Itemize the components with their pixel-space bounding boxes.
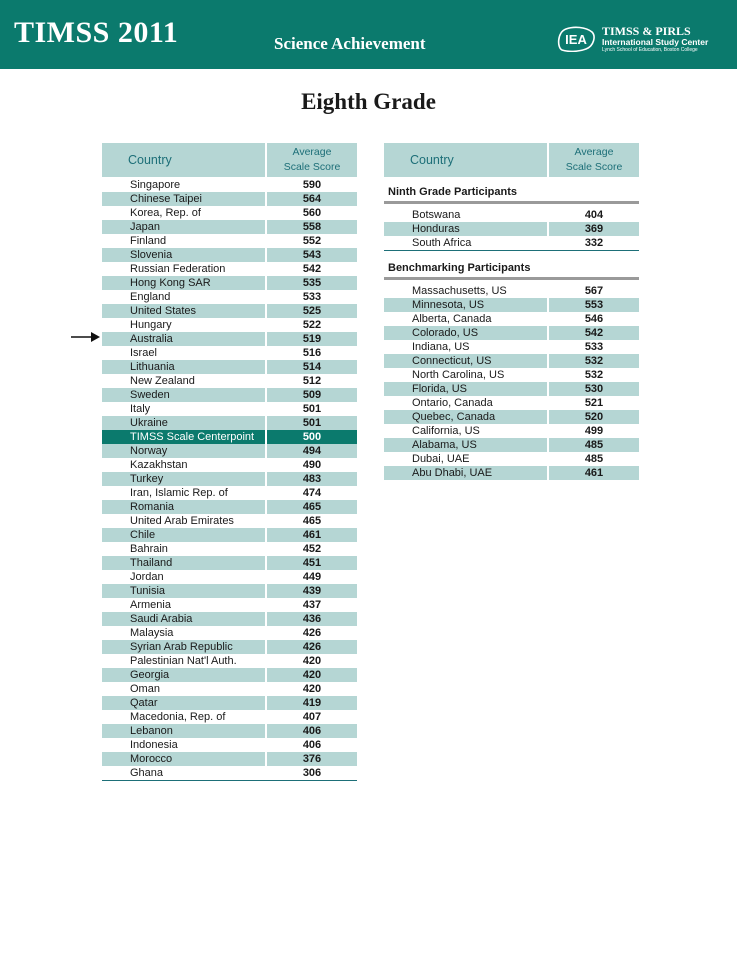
average-score: 500 — [267, 430, 357, 444]
table-row — [102, 514, 357, 528]
country-name: Finland — [130, 235, 167, 247]
country-name: Qatar — [102, 696, 265, 710]
table-row — [102, 234, 357, 248]
table-body — [102, 178, 357, 780]
average-score: 512 — [302, 375, 322, 387]
country-name: Palestinian Nat'l Auth. — [130, 655, 237, 667]
average-score: 420 — [302, 683, 322, 695]
report-subtitle: Science Achievement — [274, 34, 426, 53]
country-name: Ukraine — [102, 416, 265, 430]
average-score: 522 — [302, 319, 322, 331]
table-row — [384, 424, 639, 438]
average-score: 306 — [302, 767, 322, 779]
country-name: Bahrain — [130, 543, 168, 555]
country-name: Israel — [130, 347, 157, 359]
average-score: 542 — [549, 326, 639, 340]
country-name: Sweden — [102, 388, 265, 402]
average-score: 530 — [549, 382, 639, 396]
country-name: Kazakhstan — [130, 459, 188, 471]
table-row — [102, 570, 357, 584]
table-row — [102, 668, 357, 682]
table-row — [384, 236, 639, 250]
table-row — [102, 388, 357, 402]
country-name: Italy — [130, 403, 151, 415]
average-score: 451 — [267, 556, 357, 570]
average-score: 369 — [549, 222, 639, 236]
country-name: Morocco — [102, 752, 265, 766]
table-row — [102, 276, 357, 290]
column-header-country: Country — [384, 143, 547, 177]
table-row — [102, 360, 357, 374]
average-score: 465 — [302, 515, 322, 527]
country-name: United States — [102, 304, 265, 318]
average-score: 532 — [549, 354, 639, 368]
logo-mark: IEA — [565, 32, 587, 47]
average-score: 533 — [302, 291, 322, 303]
table-row — [102, 542, 357, 556]
country-name: Dubai, UAE — [412, 453, 470, 465]
table-row — [102, 696, 357, 710]
country-score-table — [102, 143, 357, 781]
centerpoint-row — [102, 430, 357, 444]
country-name: Norway — [102, 444, 265, 458]
table-row — [102, 220, 357, 234]
country-name: Korea, Rep. of — [130, 207, 201, 219]
table-row — [102, 710, 357, 724]
table-row — [384, 222, 639, 236]
average-score: 465 — [267, 500, 357, 514]
table-row — [102, 248, 357, 262]
country-name: Honduras — [384, 222, 547, 236]
table-row — [102, 178, 357, 192]
average-score: 516 — [302, 347, 322, 359]
table-row — [102, 500, 357, 514]
table-row — [102, 192, 357, 206]
table-row — [102, 682, 357, 696]
country-name: Hungary — [130, 319, 172, 331]
table-row — [102, 304, 357, 318]
section-heading: Benchmarking Participants — [388, 262, 531, 274]
table-row — [102, 752, 357, 766]
country-name: Macedonia, Rep. of — [130, 711, 226, 723]
country-name: Abu Dhabi, UAE — [384, 466, 547, 480]
country-name: California, US — [412, 425, 480, 437]
average-score: 567 — [584, 285, 604, 297]
average-score: 439 — [267, 584, 357, 598]
country-name: Florida, US — [384, 382, 547, 396]
country-name: Japan — [102, 220, 265, 234]
country-name: TIMSS Scale Centerpoint — [102, 430, 265, 444]
table-row — [102, 290, 357, 304]
country-name: Chile — [102, 528, 265, 542]
table-row — [384, 354, 639, 368]
country-name: Iran, Islamic Rep. of — [130, 487, 228, 499]
average-score: 406 — [302, 739, 322, 751]
average-score: 499 — [584, 425, 604, 437]
country-name: United Arab Emirates — [130, 515, 234, 527]
table-row — [102, 472, 357, 486]
table-row — [102, 318, 357, 332]
country-name: Oman — [130, 683, 160, 695]
table-row — [102, 374, 357, 388]
right-arrow-icon — [71, 331, 101, 343]
average-score: 419 — [267, 696, 357, 710]
average-score: 590 — [302, 179, 322, 191]
table-row — [102, 458, 357, 472]
country-name: Indonesia — [130, 739, 178, 751]
average-score: 406 — [267, 724, 357, 738]
table-row — [384, 396, 639, 410]
header-banner — [0, 0, 737, 69]
average-score: 521 — [584, 397, 604, 409]
country-name: Singapore — [130, 179, 181, 191]
country-name: Connecticut, US — [384, 354, 547, 368]
average-score: 404 — [584, 209, 604, 221]
average-score: 485 — [584, 453, 604, 465]
country-name: New Zealand — [130, 375, 195, 387]
country-name: Jordan — [130, 571, 164, 583]
table-row — [102, 612, 357, 626]
country-name: Quebec, Canada — [384, 410, 547, 424]
country-name: Botswana — [412, 209, 461, 221]
average-score: 543 — [267, 248, 357, 262]
table-row — [102, 332, 357, 346]
table-row — [384, 284, 639, 298]
table-row — [102, 598, 357, 612]
average-score: 533 — [584, 341, 604, 353]
average-score: 553 — [549, 298, 639, 312]
country-name: Russian Federation — [130, 263, 226, 275]
table-row — [102, 486, 357, 500]
average-score: 426 — [302, 627, 322, 639]
average-score: 420 — [267, 668, 357, 682]
country-name: Thailand — [102, 556, 265, 570]
average-score: 490 — [302, 459, 322, 471]
average-score: 461 — [549, 466, 639, 480]
average-score: 332 — [584, 237, 604, 249]
report-title: TIMSS 2011 — [14, 16, 179, 49]
average-score: 535 — [267, 276, 357, 290]
logo-line-2: International Study Center — [602, 37, 709, 47]
table-row — [102, 766, 357, 780]
column-header-country: Country — [102, 143, 265, 177]
table-row — [384, 340, 639, 354]
country-name: Alberta, Canada — [412, 313, 492, 325]
table-row — [384, 410, 639, 424]
average-score: 514 — [267, 360, 357, 374]
country-name: Massachusetts, US — [412, 285, 507, 297]
table-row — [102, 528, 357, 542]
average-score: 560 — [302, 207, 322, 219]
average-score: 449 — [302, 571, 322, 583]
average-score: 501 — [267, 416, 357, 430]
column-header-score-line-1: Average — [574, 146, 614, 158]
country-name: North Carolina, US — [412, 369, 505, 381]
average-score: 525 — [267, 304, 357, 318]
average-score: 461 — [267, 528, 357, 542]
table-row — [102, 654, 357, 668]
column-header-score-line-1: Average — [292, 146, 332, 158]
country-name: Slovenia — [102, 248, 265, 262]
country-name: Malaysia — [130, 627, 174, 639]
table-row — [102, 724, 357, 738]
table-row — [102, 416, 357, 430]
table-row — [102, 626, 357, 640]
average-score: 509 — [267, 388, 357, 402]
average-score: 552 — [302, 235, 322, 247]
average-score: 483 — [267, 472, 357, 486]
average-score: 420 — [302, 655, 322, 667]
country-name: South Africa — [412, 237, 472, 249]
table-row — [384, 452, 639, 466]
table-row — [384, 382, 639, 396]
country-name: Saudi Arabia — [102, 612, 265, 626]
country-name: Alabama, US — [384, 438, 547, 452]
table-row — [102, 444, 357, 458]
column-header-score — [267, 143, 357, 177]
table-row — [384, 438, 639, 452]
table-row — [102, 346, 357, 360]
country-name: Chinese Taipei — [102, 192, 265, 206]
logo-text — [602, 25, 708, 53]
average-score: 407 — [302, 711, 322, 723]
table-row — [102, 206, 357, 220]
average-score: 532 — [584, 369, 604, 381]
country-name: Ghana — [130, 767, 164, 779]
country-name: Australia — [102, 332, 265, 346]
average-score: 501 — [302, 403, 322, 415]
average-score: 494 — [267, 444, 357, 458]
table-row — [384, 326, 639, 340]
column-header-score-line-2: Scale Score — [283, 161, 341, 173]
table-row — [102, 640, 357, 654]
average-score: 426 — [267, 640, 357, 654]
country-name: Lebanon — [102, 724, 265, 738]
table-row — [384, 312, 639, 326]
average-score: 485 — [549, 438, 639, 452]
average-score: 436 — [267, 612, 357, 626]
table-row — [102, 402, 357, 416]
country-name: Georgia — [102, 668, 265, 682]
table-row — [384, 208, 639, 222]
country-name: Turkey — [102, 472, 265, 486]
country-name: Romania — [102, 500, 265, 514]
country-name: Indiana, US — [412, 341, 470, 353]
average-score: 452 — [302, 543, 322, 555]
table-row — [102, 556, 357, 570]
average-score: 564 — [267, 192, 357, 206]
country-name: England — [130, 291, 171, 303]
average-score: 474 — [302, 487, 322, 499]
section-heading: Ninth Grade Participants — [388, 186, 517, 198]
table-header — [102, 143, 357, 177]
table-row — [102, 584, 357, 598]
average-score: 376 — [267, 752, 357, 766]
participants-score-table — [384, 143, 639, 480]
logo-line-3: Lynch School of Education, Boston College — [602, 46, 698, 53]
average-score: 437 — [302, 599, 322, 611]
table-end-line — [102, 780, 357, 781]
average-score: 542 — [302, 263, 322, 275]
logo-line-1: TIMSS & PIRLS — [602, 24, 691, 38]
grade-title: Eighth Grade — [301, 89, 436, 114]
table-body — [384, 177, 639, 480]
average-score: 520 — [549, 410, 639, 424]
country-name: Minnesota, US — [384, 298, 547, 312]
country-name: Ontario, Canada — [412, 397, 493, 409]
table-row — [102, 738, 357, 752]
country-name: Colorado, US — [384, 326, 547, 340]
country-name: Syrian Arab Republic — [102, 640, 265, 654]
table-row — [384, 466, 639, 480]
table-row — [384, 368, 639, 382]
iea-logo-icon — [556, 26, 596, 52]
average-score: 546 — [584, 313, 604, 325]
table-header — [384, 143, 639, 177]
country-name: Lithuania — [102, 360, 265, 374]
table-row — [102, 262, 357, 276]
country-name: Hong Kong SAR — [102, 276, 265, 290]
average-score: 519 — [267, 332, 357, 346]
average-score: 558 — [267, 220, 357, 234]
country-name: Armenia — [130, 599, 171, 611]
country-name: Tunisia — [102, 584, 265, 598]
column-header-score — [549, 143, 639, 177]
column-header-score-line-2: Scale Score — [565, 161, 623, 173]
table-row — [384, 298, 639, 312]
